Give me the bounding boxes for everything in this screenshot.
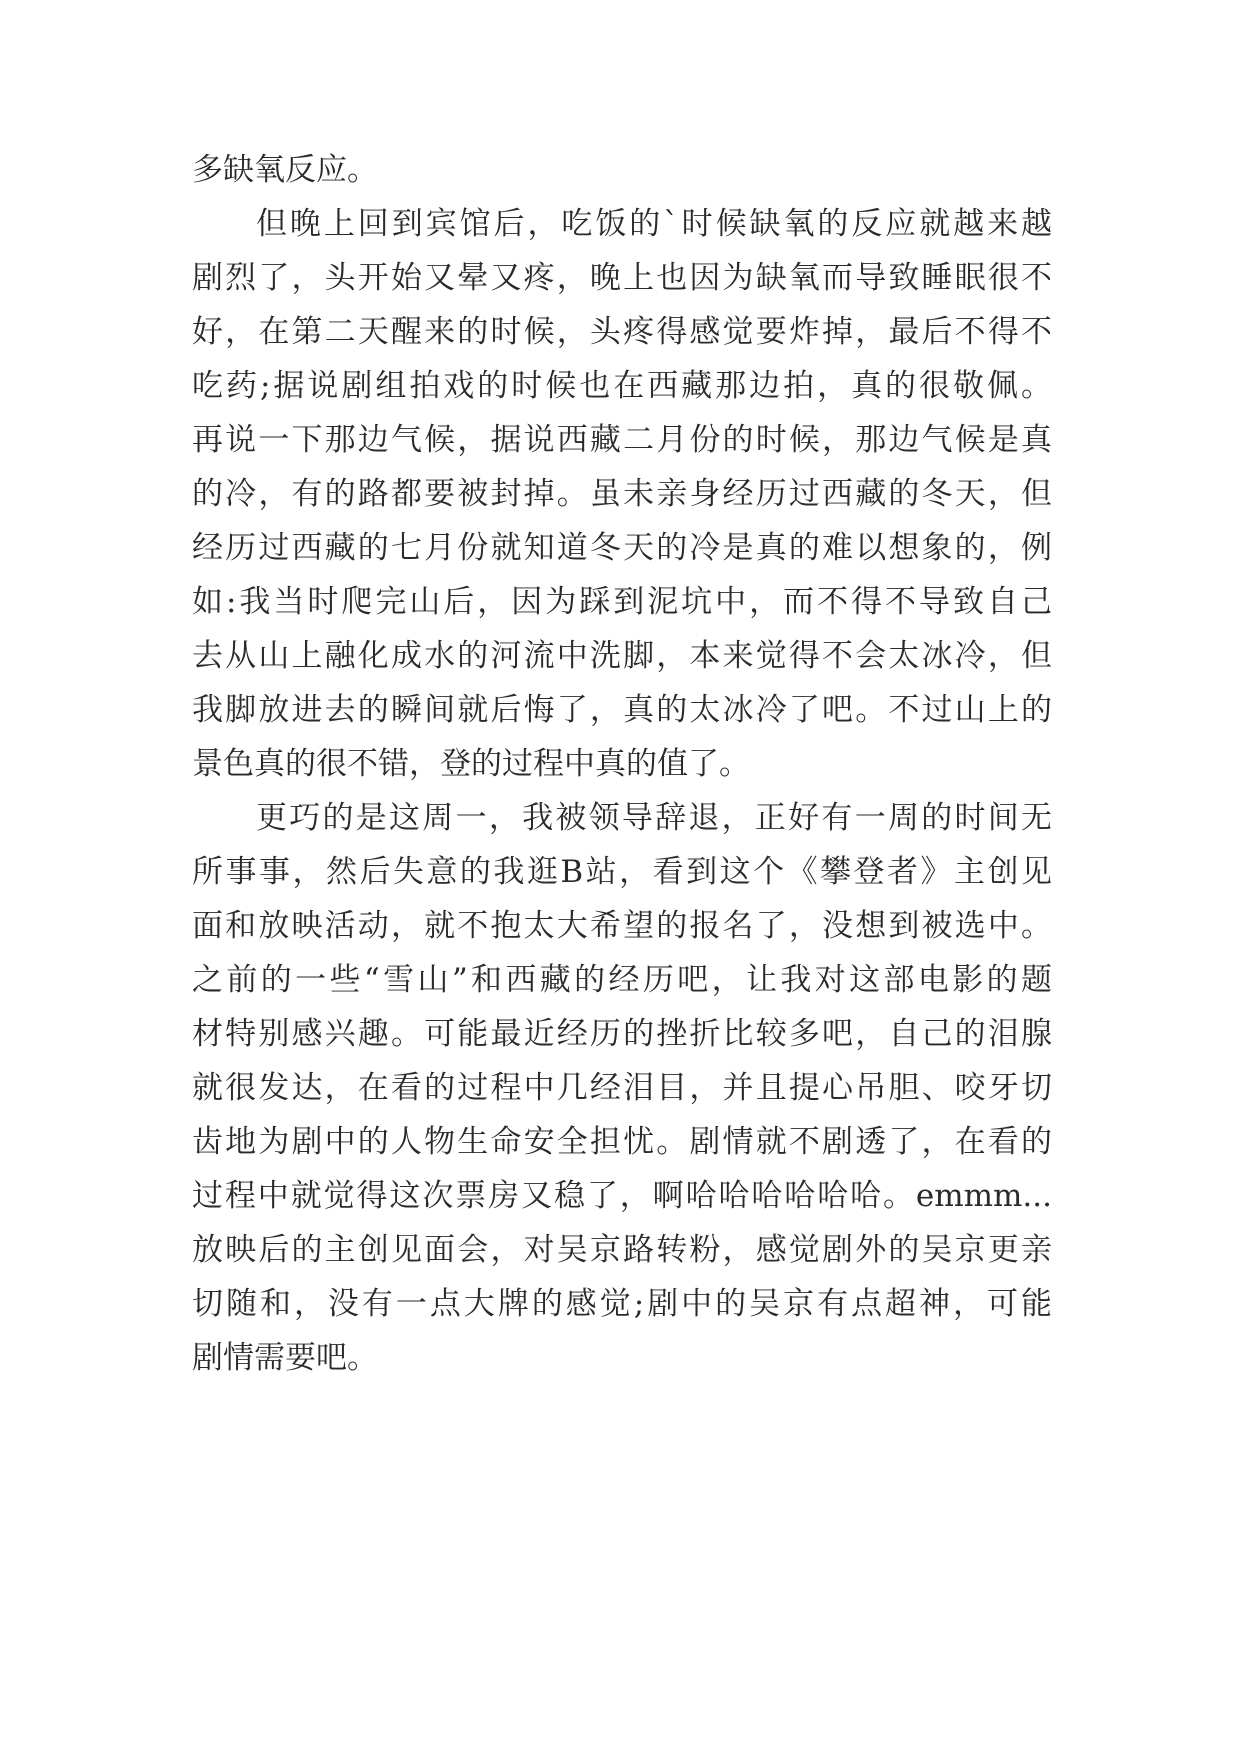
- text-line: 如:我当时爬完山后，因为踩到泥坑中，而不得不导致自己: [192, 584, 1052, 620]
- text-line: 面和放映活动，就不抱太大希望的报名了，没想到被选中。: [192, 908, 1052, 944]
- text-line: 就很发达，在看的过程中几经泪目，并且提心吊胆、咬牙切: [192, 1070, 1052, 1106]
- text-line: 所事事，然后失意的我逛B站，看到这个《攀登者》主创见: [192, 854, 1052, 890]
- text-line: 更巧的是这周一，我被领导辞退，正好有一周的时间无: [256, 800, 1052, 836]
- text-line: 剧情需要吧。: [192, 1340, 378, 1376]
- text-line: 但晚上回到宾馆后，吃饭的`时候缺氧的反应就越来越: [256, 206, 1052, 242]
- text-line: 经历过西藏的七月份就知道冬天的冷是真的难以想象的，例: [192, 530, 1052, 566]
- text-line: 景色真的很不错，登的过程中真的值了。: [192, 746, 750, 782]
- text-line: 的冷，有的路都要被封掉。虽未亲身经历过西藏的冬天，但: [192, 476, 1052, 512]
- text-line: 我脚放进去的瞬间就后悔了，真的太冰冷了吧。不过山上的: [192, 692, 1052, 728]
- text-line: 再说一下那边气候，据说西藏二月份的时候，那边气候是真: [192, 422, 1052, 458]
- text-line: 过程中就觉得这次票房又稳了，啊哈哈哈哈哈哈。emmm...: [192, 1178, 1052, 1214]
- text-line: 好，在第二天醒来的时候，头疼得感觉要炸掉，最后不得不: [192, 314, 1052, 350]
- text-line: 切随和，没有一点大牌的感觉;剧中的吴京有点超神，可能: [192, 1286, 1052, 1322]
- text-line: 多缺氧反应。: [192, 152, 378, 188]
- text-line: 之前的一些“雪山”和西藏的经历吧，让我对这部电影的题: [192, 962, 1052, 998]
- text-line: 放映后的主创见面会，对吴京路转粉，感觉剧外的吴京更亲: [192, 1232, 1052, 1268]
- text-line: 去从山上融化成水的河流中洗脚，本来觉得不会太冰冷，但: [192, 638, 1052, 674]
- text-line: 剧烈了，头开始又晕又疼，晚上也因为缺氧而导致睡眠很不: [192, 260, 1052, 296]
- text-line: 吃药;据说剧组拍戏的时候也在西藏那边拍，真的很敬佩。: [192, 368, 1052, 404]
- text-line: 材特别感兴趣。可能最近经历的挫折比较多吧，自己的泪腺: [192, 1016, 1052, 1052]
- text-line: 齿地为剧中的人物生命安全担忧。剧情就不剧透了，在看的: [192, 1124, 1052, 1160]
